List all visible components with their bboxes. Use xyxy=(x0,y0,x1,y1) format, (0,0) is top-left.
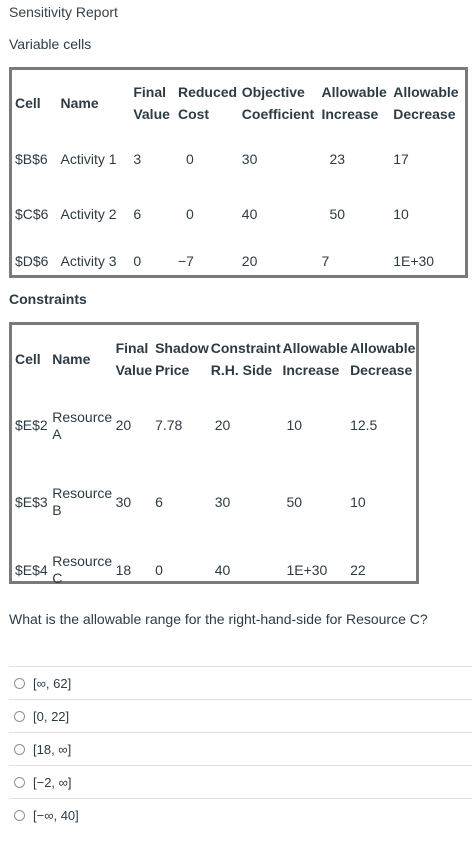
header-name: Name xyxy=(52,351,91,367)
final-value: 30 xyxy=(115,493,132,510)
report-title: Sensitivity Report xyxy=(9,4,118,20)
header-allowable-decrease: Allowable Decrease xyxy=(350,340,416,378)
constraint-rhs: 40 xyxy=(214,561,231,578)
final-value: 3 xyxy=(133,150,142,167)
allowable-increase: 50 xyxy=(329,206,346,222)
option-label: [∞, 62] xyxy=(33,675,72,691)
answer-option[interactable] xyxy=(9,765,472,798)
allowable-decrease: 1E+30 xyxy=(393,253,435,269)
option-label: [0, 22] xyxy=(33,708,70,724)
answer-option[interactable] xyxy=(9,699,472,732)
allowable-decrease: 22 xyxy=(350,561,366,578)
final-value: 18 xyxy=(115,561,132,578)
objective-coefficient: 30 xyxy=(241,150,258,167)
table-row xyxy=(15,127,465,191)
cell-name: Activity 2 xyxy=(60,206,117,222)
table-row xyxy=(15,191,465,238)
table-row xyxy=(15,383,416,468)
constraints-heading: Constraints xyxy=(9,291,87,307)
allowable-increase: 10 xyxy=(286,417,303,433)
allowable-increase: 1E+30 xyxy=(286,561,328,578)
objective-coefficient: 40 xyxy=(241,206,258,222)
constraints-table-box xyxy=(9,322,419,584)
header-cell: Cell xyxy=(15,351,41,367)
cell-name: Resource A xyxy=(52,408,113,442)
allowable-increase: 23 xyxy=(329,150,346,167)
option-label: [18, ∞] xyxy=(33,741,72,757)
constraints-header-row xyxy=(15,335,416,383)
header-allowable-decrease: Allowable Decrease xyxy=(393,84,459,122)
allowable-decrease: 12.5 xyxy=(350,417,378,433)
cell-name: Activity 1 xyxy=(60,150,117,167)
radio-button[interactable] xyxy=(14,744,25,755)
variable-cells-table xyxy=(15,79,465,285)
final-value: 0 xyxy=(133,253,142,269)
header-name: Name xyxy=(60,95,99,111)
shadow-price: 6 xyxy=(155,493,163,510)
shadow-price: 7.78 xyxy=(155,417,183,433)
cell-ref: $E$4 xyxy=(15,561,48,578)
allowable-increase: 7 xyxy=(321,253,330,269)
allowable-decrease: 17 xyxy=(393,150,409,167)
header-allowable-increase: Allowable Increase xyxy=(282,340,348,378)
header-cell: Cell xyxy=(15,95,41,111)
cell-ref: $D$6 xyxy=(15,253,49,269)
variable-cells-table-box xyxy=(9,67,468,278)
answer-option[interactable] xyxy=(9,798,472,831)
reduced-cost: 0 xyxy=(185,206,194,222)
reduced-cost: −7 xyxy=(177,253,194,269)
header-objective-coefficient: Objective Coefficient xyxy=(241,84,315,122)
allowable-decrease: 10 xyxy=(350,493,366,510)
constraint-rhs: 30 xyxy=(214,493,231,510)
header-final-value: Final Value xyxy=(115,340,153,378)
cell-name: Resource C xyxy=(52,553,113,586)
allowable-decrease: 10 xyxy=(393,206,409,222)
question-text: What is the allowable range for the right-hand-side for Resource C? xyxy=(9,611,428,627)
option-label: [−∞, 40] xyxy=(33,807,79,823)
cell-ref: $B$6 xyxy=(15,150,48,167)
radio-button[interactable] xyxy=(14,678,25,689)
radio-button[interactable] xyxy=(14,777,25,788)
header-allowable-increase: Allowable Increase xyxy=(321,84,387,122)
reduced-cost: 0 xyxy=(185,150,194,167)
header-shadow-price: Shadow Price xyxy=(155,340,209,378)
cell-name: Activity 3 xyxy=(60,253,117,269)
answer-option[interactable] xyxy=(9,732,472,765)
variable-cells-heading: Variable cells xyxy=(9,36,92,52)
cell-ref: $E$2 xyxy=(15,417,48,433)
answer-option[interactable] xyxy=(9,666,472,699)
radio-button[interactable] xyxy=(14,711,25,722)
allowable-increase: 50 xyxy=(286,493,303,510)
cell-ref: $C$6 xyxy=(15,206,49,222)
final-value: 6 xyxy=(133,206,142,222)
table-row xyxy=(15,468,416,536)
final-value: 20 xyxy=(115,417,132,433)
constraints-table xyxy=(15,335,416,604)
header-reduced-cost: Reduced Cost xyxy=(177,84,238,122)
constraint-rhs: 20 xyxy=(214,417,231,433)
option-label: [−2, ∞] xyxy=(33,774,72,790)
objective-coefficient: 20 xyxy=(241,253,258,269)
cell-name: Resource B xyxy=(52,485,113,518)
cell-ref: $E$3 xyxy=(15,493,48,510)
table-row xyxy=(15,238,465,285)
header-constraint-rhs: Constraint R.H. Side xyxy=(210,340,281,378)
header-final-value: Final Value xyxy=(133,84,170,122)
table-row xyxy=(15,536,416,604)
variable-header-row xyxy=(15,79,465,127)
shadow-price: 0 xyxy=(155,561,163,578)
radio-button[interactable] xyxy=(14,810,25,821)
